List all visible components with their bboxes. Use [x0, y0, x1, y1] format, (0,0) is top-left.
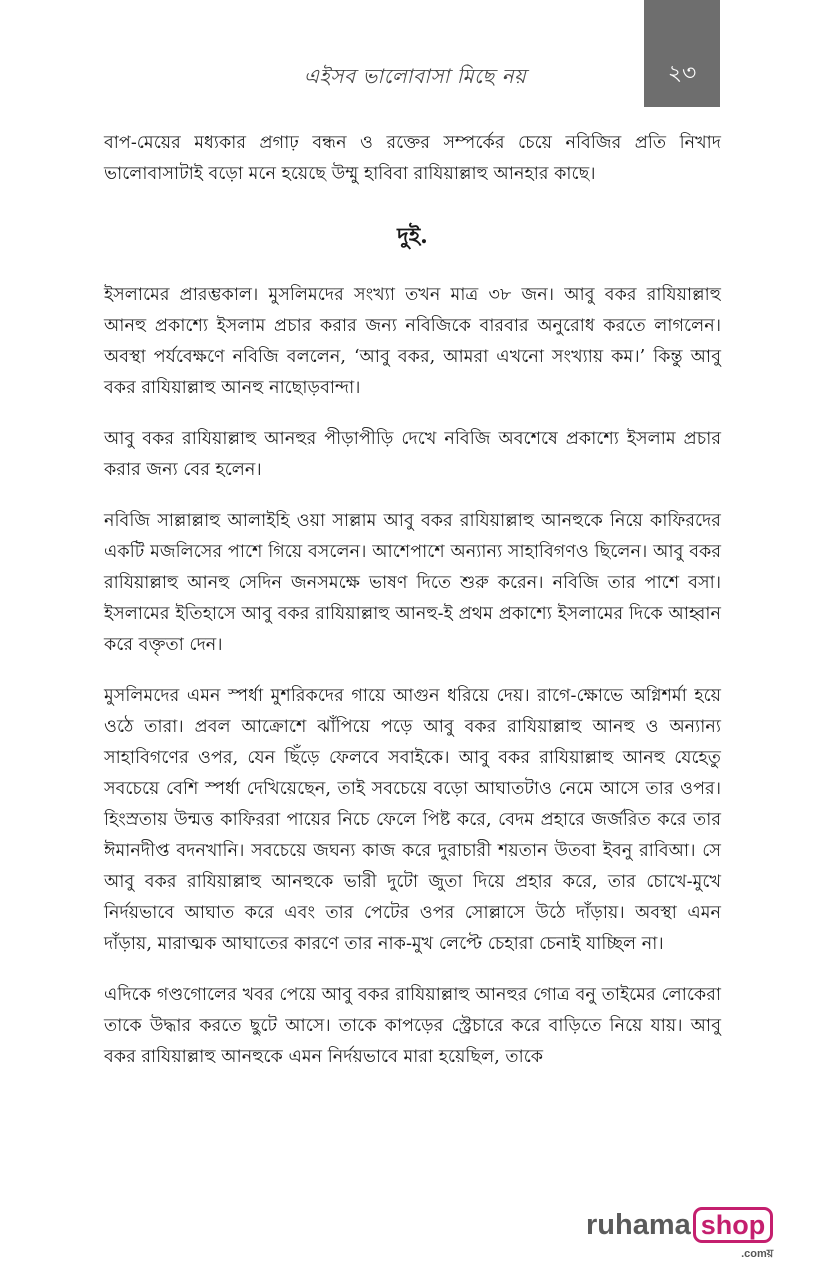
page-number: ২৩	[667, 61, 697, 86]
running-header-title: এইসব ভালোবাসা মিছে নয়	[303, 64, 527, 88]
logo-text-ruhama: ruhama	[586, 1209, 691, 1241]
paragraph: মুসলিমদের এমন স্পর্ধা মুশরিকদের গায়ে আগুন ধরিয়ে দেয়। রাগে-ক্ষোভে অগ্নিশর্মা হয়ে ওঠে তারা। প্রবল আক্রোশে ঝাঁপিয়ে পড়ে আবু বকর রাযিয়াল্লাহু আনহু ও অন্যান্য সাহাবিগণের ওপর, যেন ছিঁড়ে ফেলবে সবাইকে। আবু বকর রাযিয়াল্লাহু আনহু যেহেতু সবচেয়ে বেশি স্পর্ধা দেখিয়েছেন, তাই সবচেয়ে বড়ো আঘাতটাও নেমে আসে তার ওপর। হিংস্রতায় উন্মত্ত কাফিররা পায়ের নিচে ফেলে পিষ্ট করে, বেদম প্রহারে জর্জরিত করে তার ঈমানদীপ্ত বদনখানি। সবচেয়ে জঘন্য কাজ করে দুরাচারী শয়তান উতবা ইবনু রাবিআ। সে আবু বকর রাযিয়াল্লাহু আনহুকে ভারী দুটো জুতা দিয়ে প্রহার করে, তার চোখে-মুখে নির্দয়ভাবে আঘাত করে এবং তার পেটের ওপর সোল্লাসে উঠে দাঁড়ায়। অবস্থা এমন দাঁড়ায়, মারাত্মক আঘাতের কারণে তার নাক-মুখ লেপ্টে চেহারা চেনাই যাচ্ছিল না।	[104, 686, 722, 954]
ruhamashop-logo	[586, 1207, 774, 1260]
paragraph: নবিজি সাল্লাল্লাহু আলাইহি ওয়া সাল্লাম আবু বকর রাযিয়াল্লাহু আনহুকে নিয়ে কাফিরদের একটি মজলিসের পাশে গিয়ে বসলেন। আশেপাশে অন্যান্য সাহাবিগণও ছিলেন। আবু বকর রাযিয়াল্লাহু আনহু সেদিন জনসমক্ষে ভাষণ দিতে শুরু করেন। নবিজি তার পাশে বসা। ইসলামের ইতিহাসে আবু বকর রাযিয়াল্লাহু আনহু-ই প্রথম প্রকাশ্যে ইসলামের দিকে আহ্বান করে বক্তৃতা দেন।	[104, 511, 721, 655]
logo-domain-suffix: .comয়	[741, 1248, 774, 1260]
paragraph: আবু বকর রাযিয়াল্লাহু আনহুর পীড়াপীড়ি দেখে নবিজি অবশেষে প্রকাশ্যে ইসলাম প্রচার করার জন্য বের হলেন।	[104, 429, 721, 480]
paragraph: বাপ-মেয়ের মধ্যকার প্রগাঢ় বন্ধন ও রক্তের সম্পর্কের চেয়ে নবিজির প্রতি নিখাদ ভালোবাসাটাই বড়ো মনে হয়েছে উম্মু হাবিবা রাযিয়াল্লাহু আনহার কাছে।	[104, 133, 721, 184]
logo-text-shop: shop	[693, 1207, 774, 1243]
paragraph: ইসলামের প্রারম্ভকাল। মুসলিমদের সংখ্যা তখন মাত্র ৩৮ জন। আবু বকর রাযিয়াল্লাহু আনহু প্রকাশ্যে ইসলাম প্রচার করার জন্য নবিজিকে বারবার অনুরোধ করতে লাগলেন। অবস্থা পর্যবেক্ষণে নবিজি বললেন, ‘আবু বকর, আমরা এখনো সংখ্যায় কম।’ কিন্তু আবু বকর রাযিয়াল্লাহু আনহু নাছোড়বান্দা।	[104, 285, 721, 398]
page-number-tab	[644, 0, 720, 107]
page-body	[104, 128, 721, 1093]
paragraph: এদিকে গণ্ডগোলের খবর পেয়ে আবু বকর রাযিয়াল্লাহু আনহুর গোত্র বনু তাইমের লোকেরা তাকে উদ্ধার করতে ছুটে আসে। তাকে কাপড়ের স্ট্রেচারে করে বাড়িতে নিয়ে যায়। আবু বকর রাযিয়াল্লাহু আনহুকে এমন নির্দয়ভাবে মারা হয়েছিল, তাকে	[104, 985, 721, 1067]
section-heading: দুই.	[397, 223, 428, 249]
